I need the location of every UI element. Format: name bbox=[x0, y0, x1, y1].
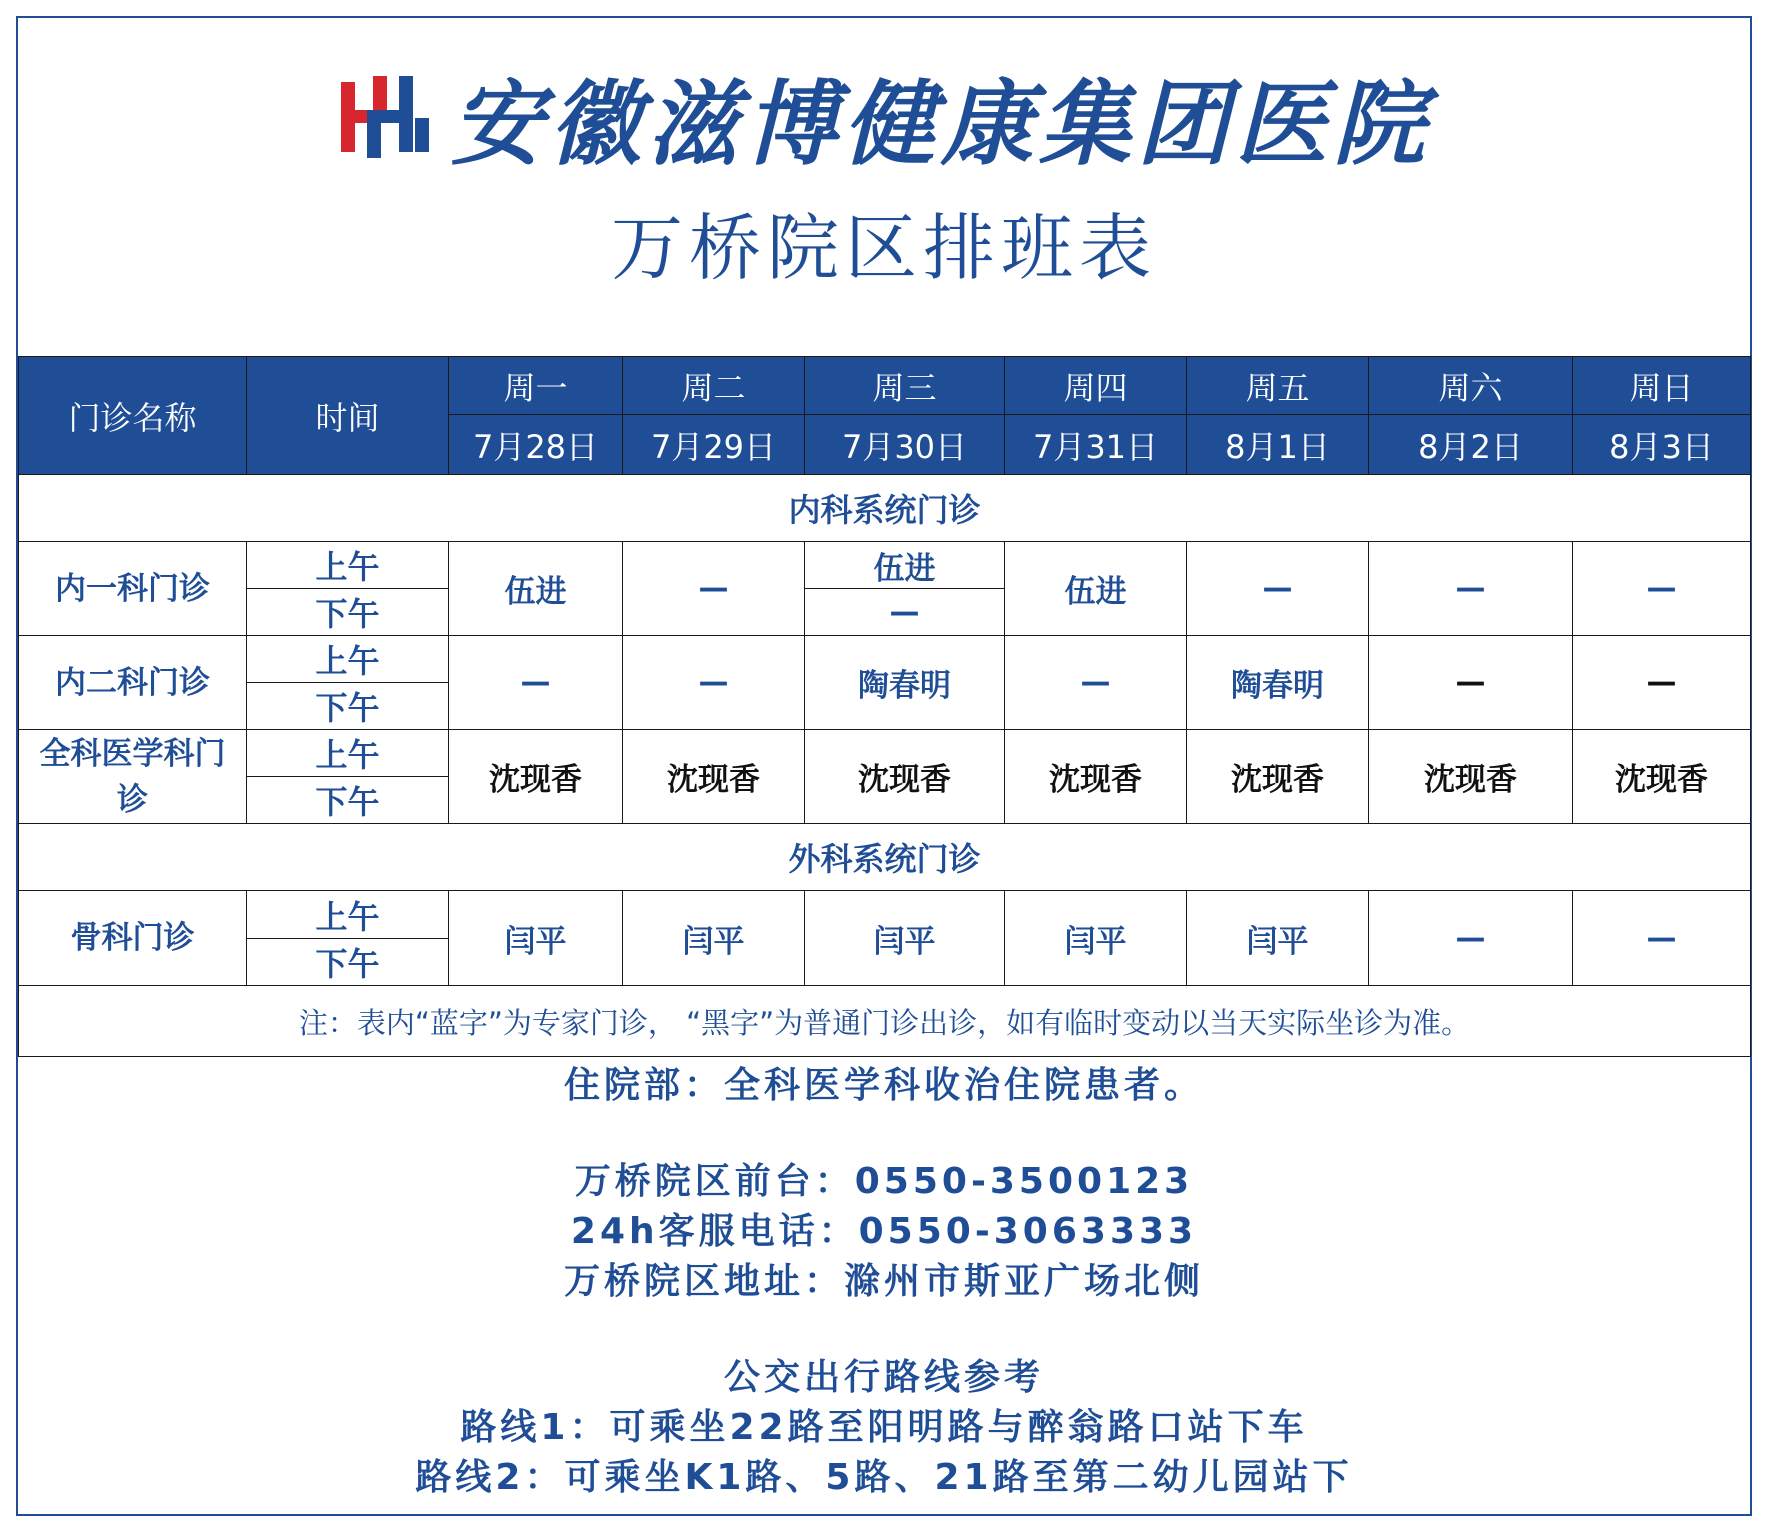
weekday-header: 周一 bbox=[449, 357, 623, 415]
period-am: 上午 bbox=[247, 730, 449, 777]
spacer bbox=[18, 1111, 1750, 1157]
hotline-phone: 24h客服电话：0550-3063333 bbox=[570, 1211, 1198, 1252]
period-pm: 下午 bbox=[247, 589, 449, 636]
doctor-cell: 闫平 bbox=[1005, 891, 1187, 986]
empty-cell: — bbox=[623, 636, 805, 730]
table-row bbox=[19, 730, 1751, 777]
dept-name-line1: 全科医学科门 bbox=[39, 735, 226, 772]
section-row-surgical bbox=[19, 824, 1751, 891]
doctor-cell: 沈现香 bbox=[1187, 730, 1369, 824]
table-row bbox=[19, 636, 1751, 683]
dept-name bbox=[19, 730, 247, 824]
doctor-cell: 陶春明 bbox=[1187, 636, 1369, 730]
date-header: 8月3日 bbox=[1573, 415, 1751, 475]
period-pm: 下午 bbox=[247, 777, 449, 824]
date-header: 7月29日 bbox=[623, 415, 805, 475]
dept-name-line2: 诊 bbox=[117, 781, 148, 818]
note-row bbox=[19, 986, 1751, 1057]
weekday-header: 周五 bbox=[1187, 357, 1369, 415]
doctor-cell: 伍进 bbox=[449, 542, 623, 636]
table-row bbox=[19, 542, 1751, 589]
dept-name: 内一科门诊 bbox=[19, 542, 247, 636]
doctor-cell: 沈现香 bbox=[805, 730, 1005, 824]
doctor-cell: 闫平 bbox=[805, 891, 1005, 986]
schedule-table bbox=[18, 356, 1751, 1057]
empty-cell: — bbox=[449, 636, 623, 730]
empty-cell: — bbox=[1369, 636, 1573, 730]
doctor-cell: 陶春明 bbox=[805, 636, 1005, 730]
front-desk-phone: 万桥院区前台：0550-3500123 bbox=[574, 1161, 1194, 1202]
col-header-time: 时间 bbox=[247, 357, 449, 475]
section-row-internal bbox=[19, 475, 1751, 542]
section-title-internal: 内科系统门诊 bbox=[19, 475, 1751, 542]
hospital-info bbox=[18, 1061, 1750, 1503]
date-header: 7月28日 bbox=[449, 415, 623, 475]
schedule-title: 万桥院区排班表 bbox=[610, 206, 1157, 290]
doctor-cell: 伍进 bbox=[1005, 542, 1187, 636]
empty-cell: — bbox=[1187, 542, 1369, 636]
period-am: 上午 bbox=[247, 542, 449, 589]
dept-name: 内二科门诊 bbox=[19, 636, 247, 730]
table-row bbox=[19, 891, 1751, 939]
hospital-name: 安徽滋博健康集团医院 bbox=[450, 70, 1431, 178]
section-title-surgical: 外科系统门诊 bbox=[19, 824, 1751, 891]
empty-cell: — bbox=[1573, 542, 1751, 636]
schedule-note: 注：表内“蓝字”为专家门诊， “黑字”为普通门诊出诊，如有临时变动以当天实际坐诊为准。 bbox=[19, 986, 1751, 1057]
date-header: 8月2日 bbox=[1369, 415, 1573, 475]
bus-route-2: 路线2：可乘坐K1路、5路、21路至第二幼儿园站下 bbox=[415, 1457, 1353, 1498]
doctor-cell: 沈现香 bbox=[1369, 730, 1573, 824]
empty-cell: — bbox=[623, 542, 805, 636]
period-am: 上午 bbox=[247, 636, 449, 683]
spacer bbox=[18, 1307, 1750, 1353]
doctor-cell: 伍进 bbox=[805, 542, 1005, 589]
weekday-header: 周三 bbox=[805, 357, 1005, 415]
doctor-cell: 沈现香 bbox=[1005, 730, 1187, 824]
hospital-logo-icon bbox=[337, 74, 433, 160]
dept-name: 骨科门诊 bbox=[19, 891, 247, 986]
empty-cell: — bbox=[1369, 542, 1573, 636]
poster-header bbox=[18, 18, 1750, 356]
inpatient-info: 住院部：全科医学科收治住院患者。 bbox=[563, 1065, 1204, 1106]
date-header: 7月30日 bbox=[805, 415, 1005, 475]
doctor-cell: 沈现香 bbox=[449, 730, 623, 824]
weekday-header: 周四 bbox=[1005, 357, 1187, 415]
table-header-row bbox=[19, 357, 1751, 415]
doctor-cell: 闫平 bbox=[1187, 891, 1369, 986]
doctor-cell: 沈现香 bbox=[623, 730, 805, 824]
doctor-cell: 闫平 bbox=[449, 891, 623, 986]
empty-cell: — bbox=[1369, 891, 1573, 986]
weekday-header: 周二 bbox=[623, 357, 805, 415]
campus-address: 万桥院区地址：滁州市斯亚广场北侧 bbox=[563, 1261, 1204, 1302]
date-header: 8月1日 bbox=[1187, 415, 1369, 475]
schedule-poster bbox=[16, 16, 1752, 1516]
weekday-header: 周六 bbox=[1369, 357, 1573, 415]
col-header-dept: 门诊名称 bbox=[19, 357, 247, 475]
empty-cell: — bbox=[805, 589, 1005, 636]
period-pm: 下午 bbox=[247, 683, 449, 730]
empty-cell: — bbox=[1573, 636, 1751, 730]
doctor-cell: 闫平 bbox=[623, 891, 805, 986]
empty-cell: — bbox=[1005, 636, 1187, 730]
doctor-cell: 沈现香 bbox=[1573, 730, 1751, 824]
bus-route-1: 路线1：可乘坐22路至阳明路与醉翁路口站下车 bbox=[460, 1407, 1308, 1448]
period-pm: 下午 bbox=[247, 939, 449, 986]
logo-row bbox=[18, 62, 1750, 178]
empty-cell: — bbox=[1573, 891, 1751, 986]
period-am: 上午 bbox=[247, 891, 449, 939]
weekday-header: 周日 bbox=[1573, 357, 1751, 415]
bus-title: 公交出行路线参考 bbox=[723, 1357, 1044, 1398]
date-header: 7月31日 bbox=[1005, 415, 1187, 475]
